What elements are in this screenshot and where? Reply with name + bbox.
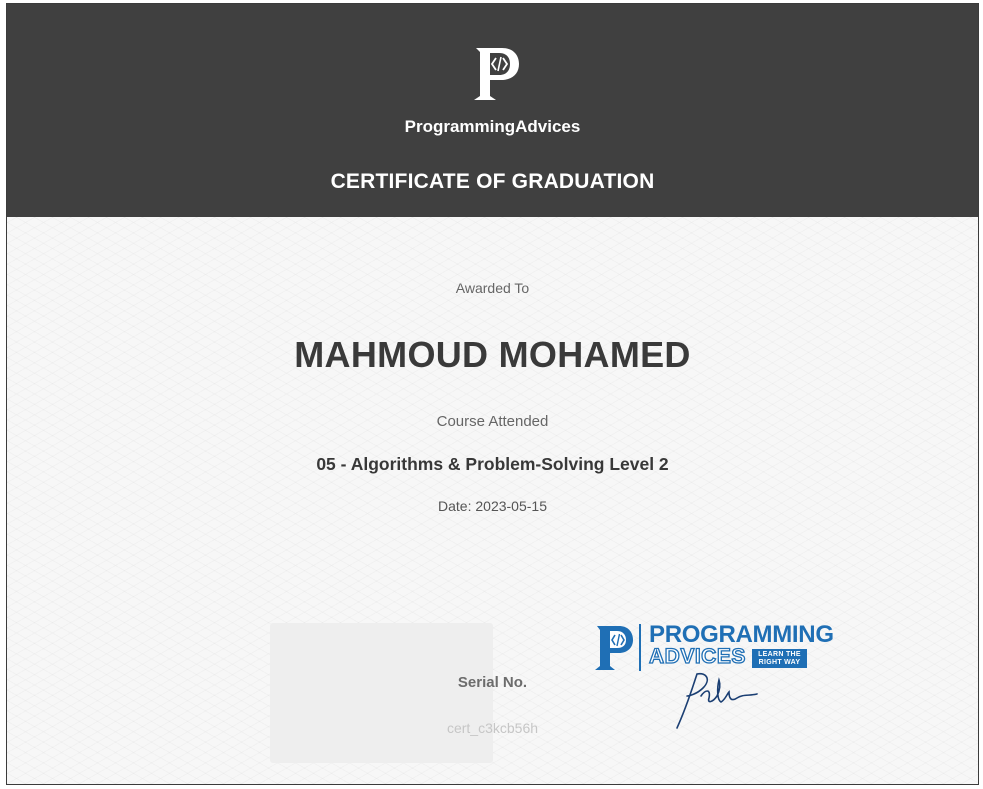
brand-word-advices: ADVICES: [649, 645, 746, 668]
tagline-line-1: LEARN THE: [758, 651, 801, 658]
certificate-title: CERTIFICATE OF GRADUATION: [330, 170, 655, 193]
recipient-name: MAHMOUD MOHAMED: [294, 334, 691, 375]
serial-label: Serial No.: [457, 674, 528, 691]
course-attended-label: Course Attended: [436, 413, 549, 430]
brand-divider: [639, 624, 641, 671]
serial-box: [270, 623, 493, 763]
graduation-date: Date: 2023-05-15: [438, 498, 547, 514]
course-name: 05 - Algorithms & Problem-Solving Level 2: [316, 454, 669, 474]
certificate: [6, 3, 979, 785]
certificate-header: [7, 4, 978, 217]
awarded-to-label: Awarded To: [455, 280, 530, 296]
programming-advices-logo-icon: [470, 44, 520, 104]
signature-icon: [667, 666, 767, 736]
serial-value: cert_c3kcb56h: [446, 720, 539, 736]
brand-word-programming: PROGRAMMING: [649, 621, 834, 648]
tagline-line-2: RIGHT WAY: [758, 659, 801, 666]
brand-p-logo-icon: [595, 624, 635, 672]
brand-name: ProgrammingAdvices: [404, 117, 581, 136]
